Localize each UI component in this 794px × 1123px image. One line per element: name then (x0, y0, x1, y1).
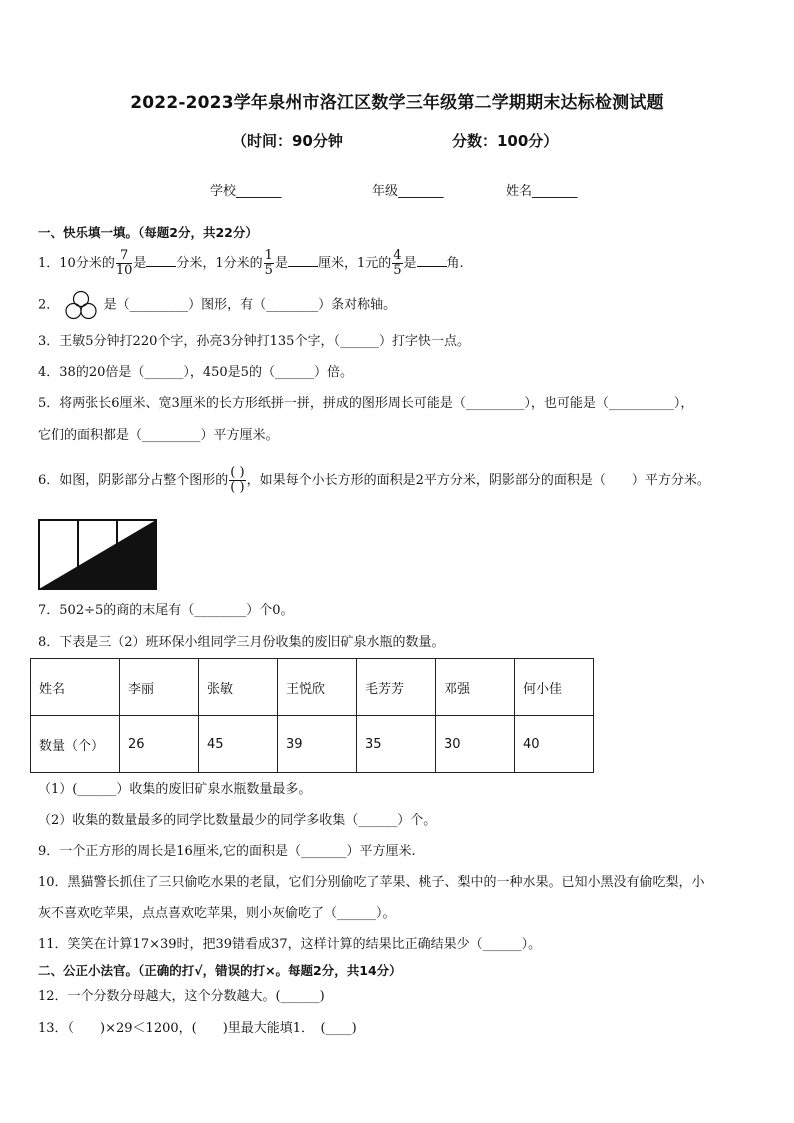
question-10-line-1: 10．黑猫警长抓住了三只偷吃水果的老鼠，它们分别偷吃了苹果、桃子、梨中的一种水果。已知小黑没有偷吃梨，小 (38, 875, 705, 890)
section2-heading: 二、公正小法官。（正确的打√，错误的打×。每题2分，共14分） (38, 963, 402, 978)
table-cell: 35 (357, 716, 436, 773)
question-5-line-1: 5．将两张长6厘米、宽3厘米的长方形纸拼一拼，拼成的图形周长可能是（_________），也可能是（__________）， (38, 396, 694, 411)
exam-title: 2022-2023学年泉州市洛江区数学三年级第二学期期末达标检测试题 (130, 93, 664, 113)
table-cell: 45 (199, 716, 278, 773)
table-cell: 数量（个） (31, 716, 120, 773)
table-cell: 30 (436, 716, 515, 773)
question-4: 4．38的20倍是（______），450是5的（______）倍。 (38, 365, 353, 380)
question-3: 3．王敏5分钟打220个字，孙亮3分钟打135个字，（______）打字快一点。 (38, 334, 470, 349)
question-8-sub-1: （1）(______）收集的废旧矿泉水瓶数量最多。 (38, 782, 312, 797)
question-11: 11．笑笑在计算17×39时，把39错看成37，这样计算的结果比正确结果少（______）。 (38, 937, 542, 952)
table-row (31, 659, 594, 716)
bottle-count-table (30, 658, 594, 773)
section1-heading: 一、快乐填一填。（每题2分，共22分） (38, 225, 258, 240)
table-cell: 40 (515, 716, 594, 773)
answer-blank[interactable] (288, 254, 318, 267)
table-row (31, 716, 594, 773)
question-2: 2． 是（_________）图形，有（________）条对称轴。 (38, 290, 396, 321)
fraction-1-5: $\frac{1}{5}$ (264, 248, 273, 278)
three-circles-figure (63, 290, 99, 320)
question-12: 12．一个分数分母越大，这个分数越大。(______) (38, 989, 325, 1004)
question-8-intro: 8．下表是三（2）班环保小组同学三月份收集的废旧矿泉水瓶的数量。 (38, 635, 445, 650)
name-field: 姓名_______ (506, 184, 578, 199)
table-cell: 26 (120, 716, 199, 773)
fraction-blank[interactable]: $\frac{( )}{( )}$ (230, 465, 245, 495)
fraction-7-10: $\frac{7}{10}$ (115, 248, 133, 278)
exam-score: 分数：100分） (452, 132, 559, 150)
table-cell: 39 (278, 716, 357, 773)
question-5-line-2: 它们的面积都是（_________）平方厘米。 (38, 428, 279, 443)
table-cell: 张敏 (199, 659, 278, 716)
table-cell: 邓强 (436, 659, 515, 716)
grade-field: 年级_______ (372, 184, 444, 199)
answer-blank[interactable] (146, 254, 176, 267)
table-cell: 何小佳 (515, 659, 594, 716)
question-13: 13．（ )×29＜1200，( )里最大能填1． (____) (38, 1021, 357, 1036)
question-6: 6．如图，阴影部分占整个图形的 $\frac{( )}{( )}$ ，如果每个小长方形的面积是2平方分米，阴影部分的面积是（ ）平方分米。 (38, 465, 710, 495)
fraction-4-5: $\frac{4}{5}$ (393, 248, 402, 278)
answer-blank[interactable] (417, 254, 447, 267)
table-cell: 李丽 (120, 659, 199, 716)
exam-time: （时间：90分钟 (232, 132, 343, 150)
question-8-sub-2: （2）收集的数量最多的同学比数量最少的同学多收集（______）个。 (38, 813, 437, 828)
table-cell: 毛芳芳 (357, 659, 436, 716)
shaded-rectangle-figure (38, 519, 158, 591)
school-field: 学校_______ (210, 184, 282, 199)
question-7: 7．502÷5的商的末尾有（________）个0。 (38, 603, 294, 618)
table-cell: 姓名 (31, 659, 120, 716)
question-10-line-2: 灰不喜欢吃苹果，点点喜欢吃苹果，则小灰偷吃了（______）。 (38, 906, 396, 921)
question-1: 1．10分米的 $\frac{7}{10}$ 是 分米，1分米的 $\frac{1}{5}$ 是 厘米，1元的 $\frac{4}{5}$ 是 角. (38, 248, 464, 278)
table-cell: 王悦欣 (278, 659, 357, 716)
question-9: 9．一个正方形的周长是16厘米,它的面积是（_______）平方厘米. (38, 844, 416, 859)
shaded-triangle (39, 520, 156, 589)
